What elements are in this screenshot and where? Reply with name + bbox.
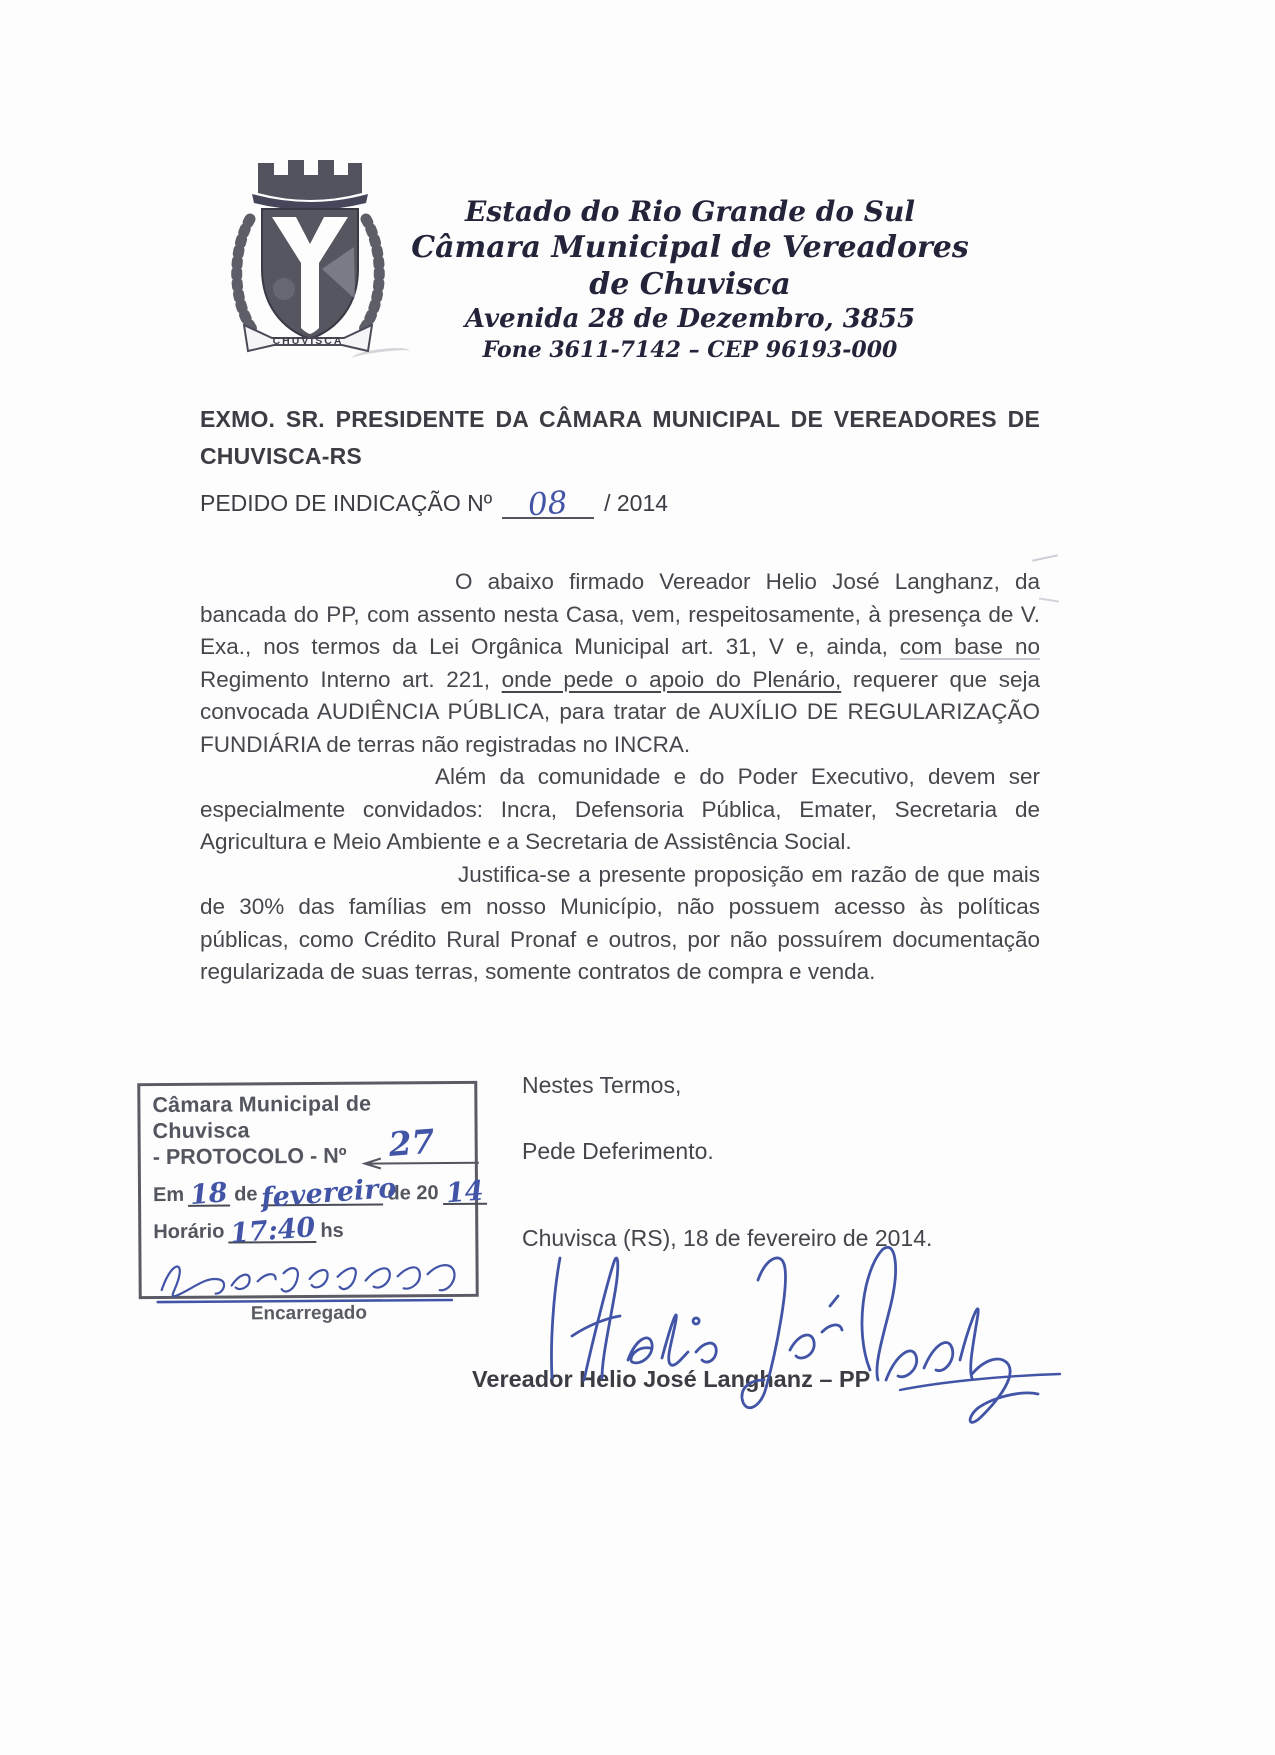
letterhead-phone-cep: Fone 3611-7142 – CEP 96193-000 <box>482 337 898 363</box>
councilman-signature-stroke <box>520 1240 1080 1440</box>
closing-terms: Nestes Termos, <box>522 1072 682 1098</box>
underline-arrow-icon <box>355 1156 483 1171</box>
stamp-protocol-label: - PROTOCOLO - Nº <box>152 1143 347 1170</box>
body-text-segment: Regimento Interno art. 221, <box>200 666 502 692</box>
stamp-hs-label: hs <box>320 1219 344 1242</box>
scan-artifact <box>1032 554 1058 561</box>
stamp-title: Câmara Municipal de Chuvisca <box>152 1091 372 1144</box>
stamp-de-label: de <box>234 1183 258 1206</box>
stamp-de20-label: de 20 <box>387 1182 439 1205</box>
stamp-protocol-line <box>152 1121 463 1170</box>
stamp-month-blank <box>260 1172 399 1215</box>
protocol-number-blank <box>502 484 594 524</box>
laurel-branch-left <box>237 219 252 329</box>
handwritten-request-number: 08 <box>527 484 570 524</box>
body-text-segment: requerer que seja convocada AUDIÊNCIA PÚBLICA, para tratar de AUXÍLIO DE REGULARIZAÇÃO FUNDIÁRIA de terras não registradas no INCRA. <box>200 666 1040 757</box>
crest-banner-text: CHUVISCA <box>272 335 344 347</box>
letterhead-organization: Câmara Municipal de Vereadores de Chuvisca <box>411 230 969 302</box>
handwritten-time: 17:40 <box>228 1212 316 1250</box>
municipal-coat-of-arms <box>222 146 394 356</box>
clerk-signature-stroke <box>153 1250 459 1308</box>
stamp-year-blank <box>443 1175 487 1210</box>
handwritten-protocol-number: 27 <box>387 1121 436 1164</box>
clerk-signature <box>153 1250 463 1308</box>
letterhead-address: Avenida 28 de Dezembro, 3855 <box>464 304 916 334</box>
protocol-stamp-box <box>137 1081 485 1325</box>
letterhead-state: Estado do Rio Grande do Sul <box>464 195 916 228</box>
body-text-segment: O abaixo firmado Vereador Helio José Langhanz, da bancada do PP, com assento nesta Casa, vem, respeitosamente, à presença de V. Exa., nos termos da Lei Orgânica Municipal art. 31, V e, ainda, <box>200 569 1040 659</box>
subject-label: PEDIDO DE INDICAÇÃO Nº <box>200 490 493 516</box>
stamp-date-line <box>152 1172 485 1215</box>
stamp-day-blank <box>188 1177 230 1212</box>
stamp-horario-label: Horário <box>153 1220 225 1244</box>
scan-artifact <box>1039 597 1059 602</box>
stamp-em-label: Em <box>152 1183 185 1207</box>
handwritten-day: 18 <box>189 1177 230 1212</box>
stamp-role-label: Encarregado <box>250 1302 368 1325</box>
paragraph-request <box>200 566 1040 761</box>
stamp-protocol-blank <box>354 1121 482 1169</box>
body-text-underlined: onde pede o apoio do Plenário, <box>501 666 842 692</box>
crown-icon <box>258 160 362 200</box>
body-text-faint-underline: com base no <box>899 634 1040 659</box>
councilman-name-line: Vereador Helio José Langhanz – PP <box>472 1366 871 1392</box>
handwritten-month: fevereiro <box>260 1172 399 1215</box>
closing-plea: Pede Deferimento. <box>522 1138 714 1164</box>
subject-line <box>200 484 669 524</box>
stamp-time-line <box>153 1212 463 1250</box>
stamp-time-blank <box>228 1212 316 1250</box>
paragraph-justification: Justifica-se a presente proposição em razão de que mais de 30% das famílias em nosso Município, não possuem acesso às políticas públicas, como Crédito Rural Pronaf e outros, por não possuírem documentação regularizada de suas terras, somente contratos de compra e venda. <box>200 861 1040 984</box>
laurel-branch-right <box>364 219 379 329</box>
place-and-date: Chuvisca (RS), 18 de fevereiro de 2014. <box>522 1225 933 1251</box>
paragraph-invitees: Além da comunidade e do Poder Executivo, devem ser especialmente convidados: Incra, Defensoria Pública, Emater, Secretaria de Agricultura e Meio Ambiente e a Secretaria de Assistência Social. <box>200 764 1040 854</box>
recipient-line: EXMO. SR. PRESIDENTE DA CÂMARA MUNICIPAL DE VEREADORES DE CHUVISCA-RS <box>200 406 1040 469</box>
subject-year: / 2014 <box>604 490 669 516</box>
letterhead <box>400 194 980 365</box>
handwritten-year: 14 <box>444 1175 485 1210</box>
letter-body <box>200 566 1040 989</box>
